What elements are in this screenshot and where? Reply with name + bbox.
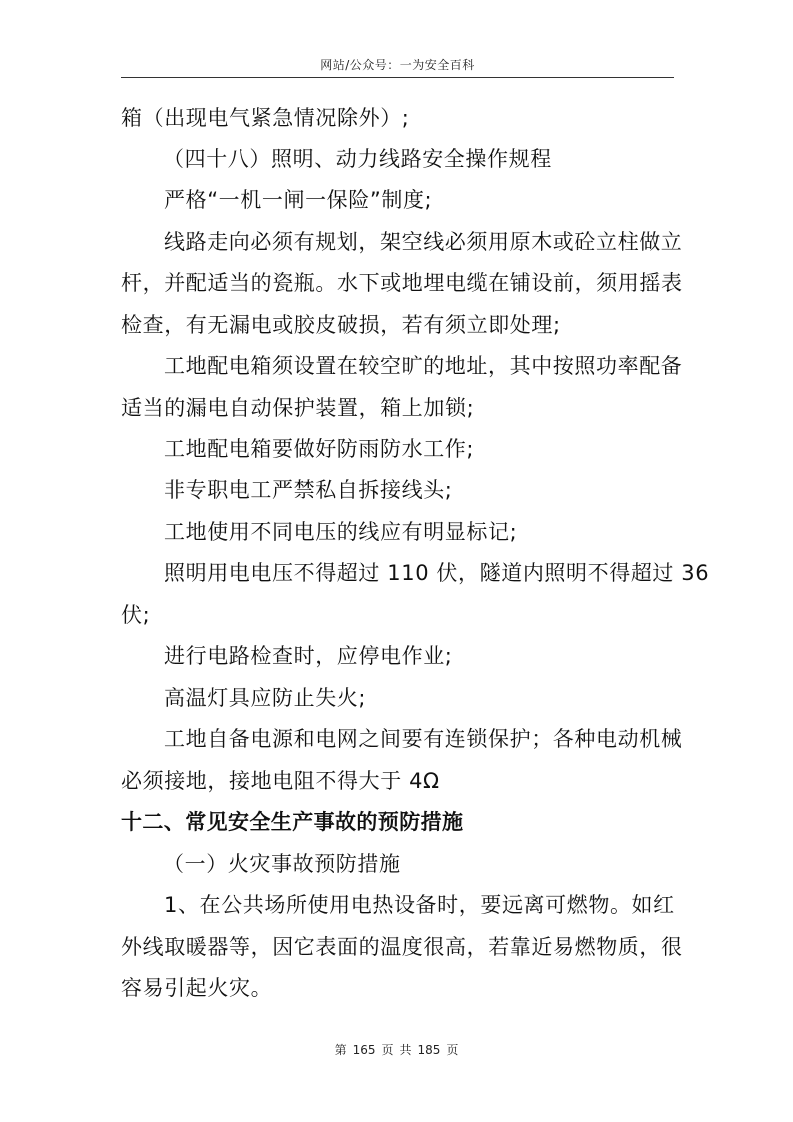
body-line: 适当的漏电自动保护装置，箱上加锁; [121,396,475,420]
header-divider [121,77,674,78]
page-header: 网站/公众号：一为安全百科 [320,58,475,72]
section-heading: （一）火灾事故预防措施 [163,852,401,876]
body-line: 容易引起火灾。 [121,976,273,1000]
body-line: 1、在公共场所使用电热设备时，要远离可燃物。如红 [164,893,675,917]
body-line: 工地配电箱须设置在较空旷的地址，其中按照功率配备 [164,354,683,378]
body-line: 照明用电电压不得超过 110 伏，隧道内照明不得超过 36 [164,561,710,585]
footer-mid2: 共 [399,1043,412,1057]
body-line: 工地自备电源和电网之间要有连锁保护；各种电动机械 [164,727,683,751]
body-line: 严格“一机一闸一保险”制度; [164,188,433,212]
body-line: 检查，有无漏电或胶皮破损，若有须立即处理; [121,313,561,337]
body-line: 杆，并配适当的瓷瓶。水下或地埋电缆在铺设前，须用摇表 [121,271,683,295]
body-line: 箱（出现电气紧急情况除外）; [121,106,410,130]
body-line: 外线取暖器等，因它表面的温度很高，若靠近易燃物质，很 [121,935,683,959]
body-line: 线路走向必须有规划，架空线必须用原木或砼立柱做立 [164,230,683,254]
footer-prefix: 第 [334,1043,347,1057]
body-line: 非专职电工严禁私自拆接线头; [164,478,453,502]
body-line: 必须接地，接地电阻不得大于 4Ω [121,769,440,793]
footer-mid1: 页 [381,1043,394,1057]
body-line: 工地配电箱要做好防雨防水工作; [164,437,475,461]
body-line: 伏; [121,603,151,627]
chapter-heading: 十二、常见安全生产事故的预防措施 [121,810,464,834]
section-heading: （四十八）照明、动力线路安全操作规程 [163,147,552,171]
page-number: 165 [352,1043,376,1057]
page-total: 185 [417,1043,441,1057]
body-line: 工地使用不同电压的线应有明显标记; [164,520,518,544]
page-footer [0,1041,793,1058]
body-line: 进行电路检查时，应停电作业; [164,644,453,668]
body-line: 高温灯具应防止失火; [164,686,367,710]
footer-suffix: 页 [446,1043,459,1057]
